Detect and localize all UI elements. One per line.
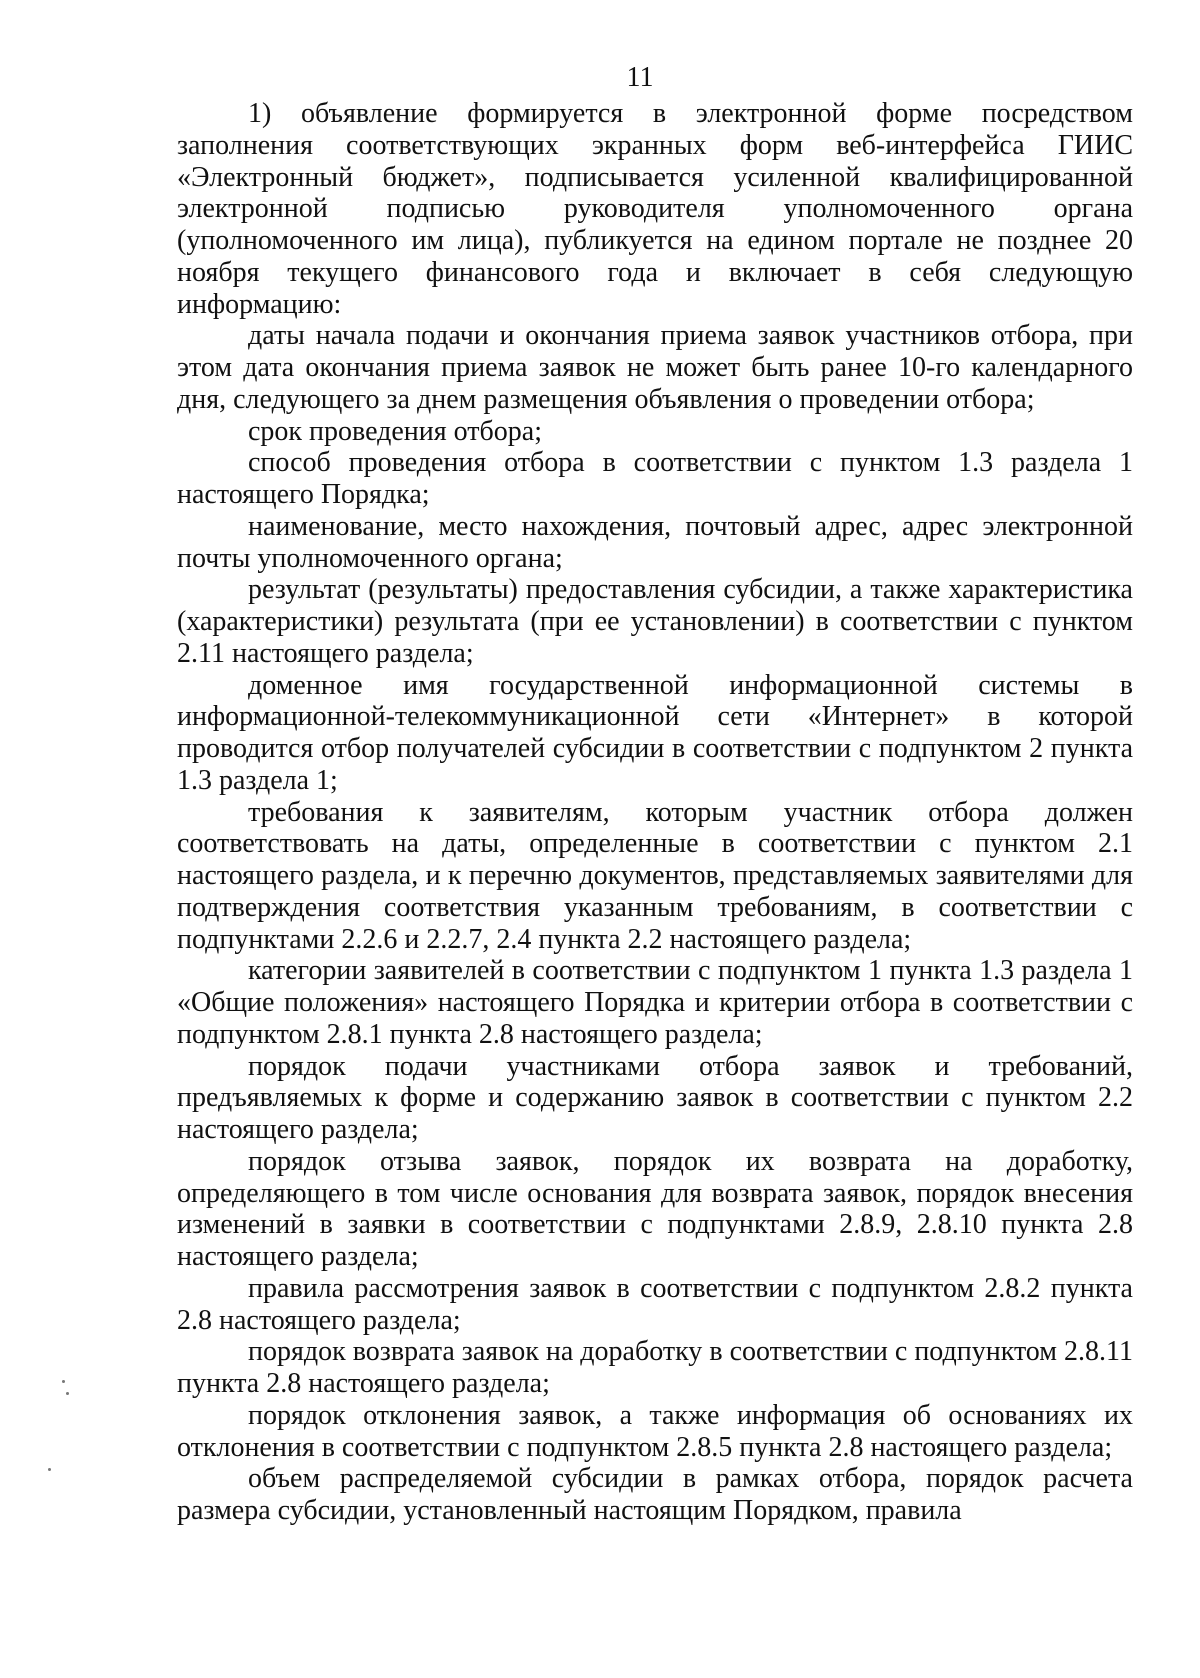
paragraph: порядок подачи участниками отбора заявок и требований, предъявляемых к форме и содержанию заявок в соответствии с пунктом 2.2 настоящего раздела; — [177, 1050, 1133, 1145]
scan-speck — [66, 1392, 69, 1395]
paragraph: порядок отклонения заявок, а также информация об основаниях их отклонения в соответствии с подпунктом 2.8.5 пункта 2.8 настоящего раздела; — [177, 1399, 1133, 1463]
paragraph: 1) объявление формируется в электронной форме посредством заполнения соответствующих экранных форм веб-интерфейса ГИИС «Электронный бюджет», подписывается усиленной квалифицированной электронной подписью руководителя уполномоченного органа (уполномоченного им лица), публикуется на едином портале не позднее 20 ноября текущего финансового года и включает в себя следующую информацию: — [177, 98, 1133, 320]
paragraph: правила рассмотрения заявок в соответствии с подпунктом 2.8.2 пункта 2.8 настоящего раздела; — [177, 1272, 1133, 1336]
paragraph: порядок возврата заявок на доработку в соответствии с подпунктом 2.8.11 пункта 2.8 настоящего раздела; — [177, 1336, 1133, 1399]
paragraph: наименование, место нахождения, почтовый адрес, адрес электронной почты уполномоченного органа; — [177, 510, 1133, 574]
paragraph: категории заявителей в соответствии с подпунктом 1 пункта 1.3 раздела 1 «Общие положения» настоящего Порядка и критерии отбора в соответствии с подпунктом 2.8.1 пункта 2.8 настоящего раздела; — [177, 955, 1133, 1050]
page-number: 11 — [626, 62, 654, 93]
scan-speck — [62, 1380, 65, 1383]
paragraph: объем распределяемой субсидии в рамках отбора, порядок расчета размера субсидии, установленный настоящим Порядком, правила — [177, 1463, 1133, 1526]
paragraph: способ проведения отбора в соответствии с пунктом 1.3 раздела 1 настоящего Порядка; — [177, 447, 1133, 510]
document-body — [177, 98, 1133, 1527]
paragraph: срок проведения отбора; — [248, 415, 542, 447]
scan-speck — [48, 1468, 51, 1471]
paragraph: результат (результаты) предоставления субсидии, а также характеристика (характеристики) результата (при ее установлении) в соответствии с пунктом 2.11 настоящего раздела; — [177, 574, 1133, 669]
paragraph: даты начала подачи и окончания приема заявок участников отбора, при этом дата окончания приема заявок не может быть ранее 10-го календарного дня, следующего за днем размещения объявления о проведении отбора; — [177, 320, 1133, 415]
paragraph: доменное имя государственной информационной системы в информационной-телекоммуникационной сети «Интернет» в которой проводится отбор получателей субсидии в соответствии с подпунктом 2 пункта 1.3 раздела 1; — [177, 669, 1133, 796]
paragraph: порядок отзыва заявок, порядок их возврата на доработку, определяющего в том числе основания для возврата заявок, порядок внесения изменений в заявки в соответствии с подпунктами 2.8.9, 2.8.10 пункта 2.8 настоящего раздела; — [177, 1145, 1133, 1272]
paragraph: требования к заявителям, которым участник отбора должен соответствовать на даты, определенные в соответствии с пунктом 2.1 настоящего раздела, и к перечню документов, представляемых заявителями для подтверждения соответствия указанным требованиям, в соответствии с подпунктами 2.2.6 и 2.2.7, 2.4 пункта 2.2 настоящего раздела; — [177, 796, 1133, 955]
